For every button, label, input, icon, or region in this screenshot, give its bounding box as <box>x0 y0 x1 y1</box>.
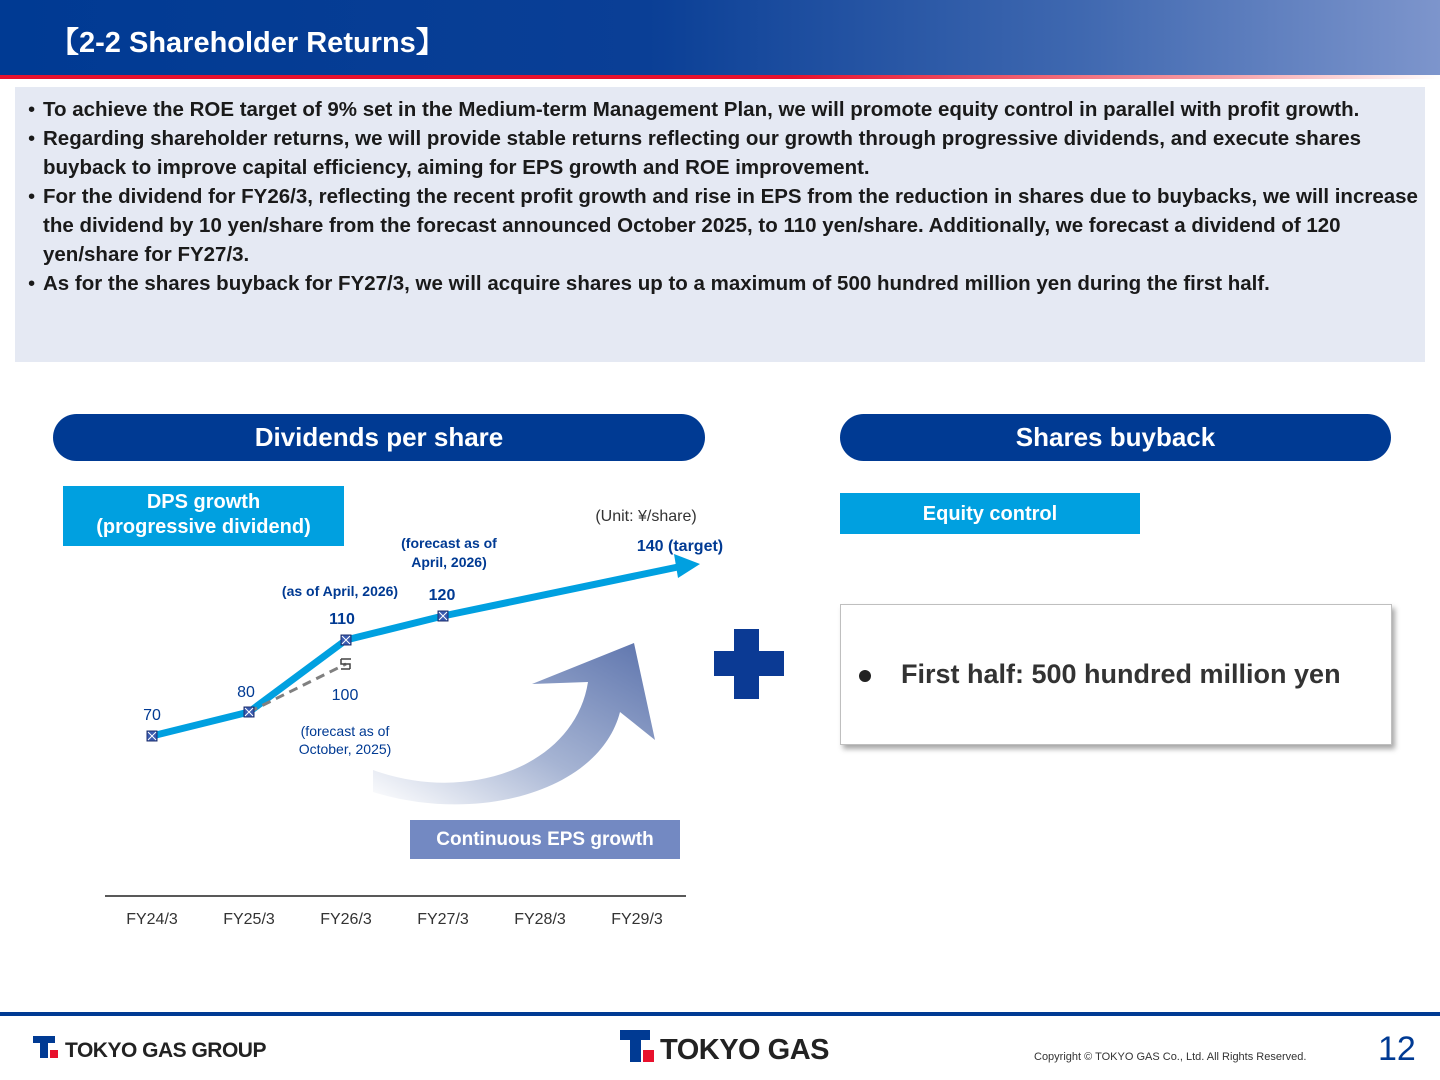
buyback-detail-box <box>840 604 1392 745</box>
tokyo-gas-main-mark-icon <box>620 1030 656 1064</box>
eps-growth-arrow <box>373 643 655 804</box>
dps-tag-line2: (progressive dividend) <box>96 516 311 538</box>
forecast-apr-line2: April, 2026) <box>411 554 487 570</box>
data-value-label: 80 <box>237 684 255 701</box>
equity-control-tag: Equity control <box>840 493 1140 534</box>
as-of-apr-label: (as of April, 2026) <box>281 583 399 599</box>
summary-bullet: • To achieve the ROE target of 9% set in the Medium-term Management Plan, we will promote equity control in parallel with profit growth. <box>28 95 1420 124</box>
page-number: 12 <box>1378 1030 1416 1068</box>
forecast-oct-line2: October, 2025) <box>298 741 392 757</box>
target-arrowhead <box>674 554 700 578</box>
group-logo-text: TOKYO GAS GROUP <box>65 1039 266 1062</box>
footer-rule <box>0 1012 1440 1016</box>
x-tick-label: FY28/3 <box>514 911 566 928</box>
page-title: 【2-2 Shareholder Returns】 <box>50 27 445 59</box>
buyback-heading: Shares buyback <box>840 414 1391 461</box>
data-point-marker <box>341 635 351 645</box>
forecast-oct-line1: (forecast as of <box>300 723 390 739</box>
data-value-label: 100 <box>331 687 359 704</box>
dps-series-line <box>152 616 443 736</box>
data-point-marker <box>147 731 157 741</box>
target-label: 140 (target) <box>636 538 724 555</box>
x-tick-label: FY24/3 <box>126 911 178 928</box>
buyback-detail: First half: 500 hundred million yen <box>901 659 1341 689</box>
summary-bullet: • Regarding shareholder returns, we will provide stable returns reflecting our growth through progressive dividends, and execute shares buyback to improve capital efficiency, aiming for EPS growth and ROE improvement. <box>28 124 1420 182</box>
x-tick-label: FY29/3 <box>611 911 663 928</box>
data-value-label: 70 <box>143 707 161 724</box>
x-tick-label: FY27/3 <box>417 911 469 928</box>
summary-bullet: • For the dividend for FY26/3, reflecting the recent profit growth and rise in EPS from the reduction in shares due to buybacks, we will increase the dividend by 10 yen/share from the forecast announced October 2025, to 110 yen/share. Additionally, we forecast a dividend of 120 yen/share for FY27/3. <box>28 182 1420 269</box>
dps-tag-line1: DPS growth <box>146 491 261 513</box>
plus-icon-bar <box>714 651 784 676</box>
copyright-text: Copyright © TOKYO GAS Co., Ltd. All Rights Reserved. <box>1034 1051 1307 1063</box>
tokyo-gas-mark-icon <box>33 1036 61 1060</box>
data-point-marker <box>244 707 254 717</box>
main-logo-text: TOKYO GAS <box>660 1034 829 1066</box>
summary-bullet: • As for the shares buyback for FY27/3, we will acquire shares up to a maximum of 500 hundred million yen during the first half. <box>28 269 1420 298</box>
x-tick-label: FY26/3 <box>320 911 372 928</box>
data-value-label: 120 <box>428 587 456 604</box>
data-point-marker <box>438 611 448 621</box>
target-arrow-line <box>443 567 678 616</box>
data-value-label: 110 <box>329 611 355 628</box>
x-tick-label: FY25/3 <box>223 911 275 928</box>
previous-forecast-marker <box>341 659 351 669</box>
bullet-icon <box>859 670 871 682</box>
forecast-apr-line1: (forecast as of <box>401 535 497 551</box>
dividends-heading: Dividends per share <box>53 414 705 461</box>
eps-growth-tag: Continuous EPS growth <box>410 820 680 859</box>
unit-label: (Unit: ¥/share) <box>595 508 697 525</box>
